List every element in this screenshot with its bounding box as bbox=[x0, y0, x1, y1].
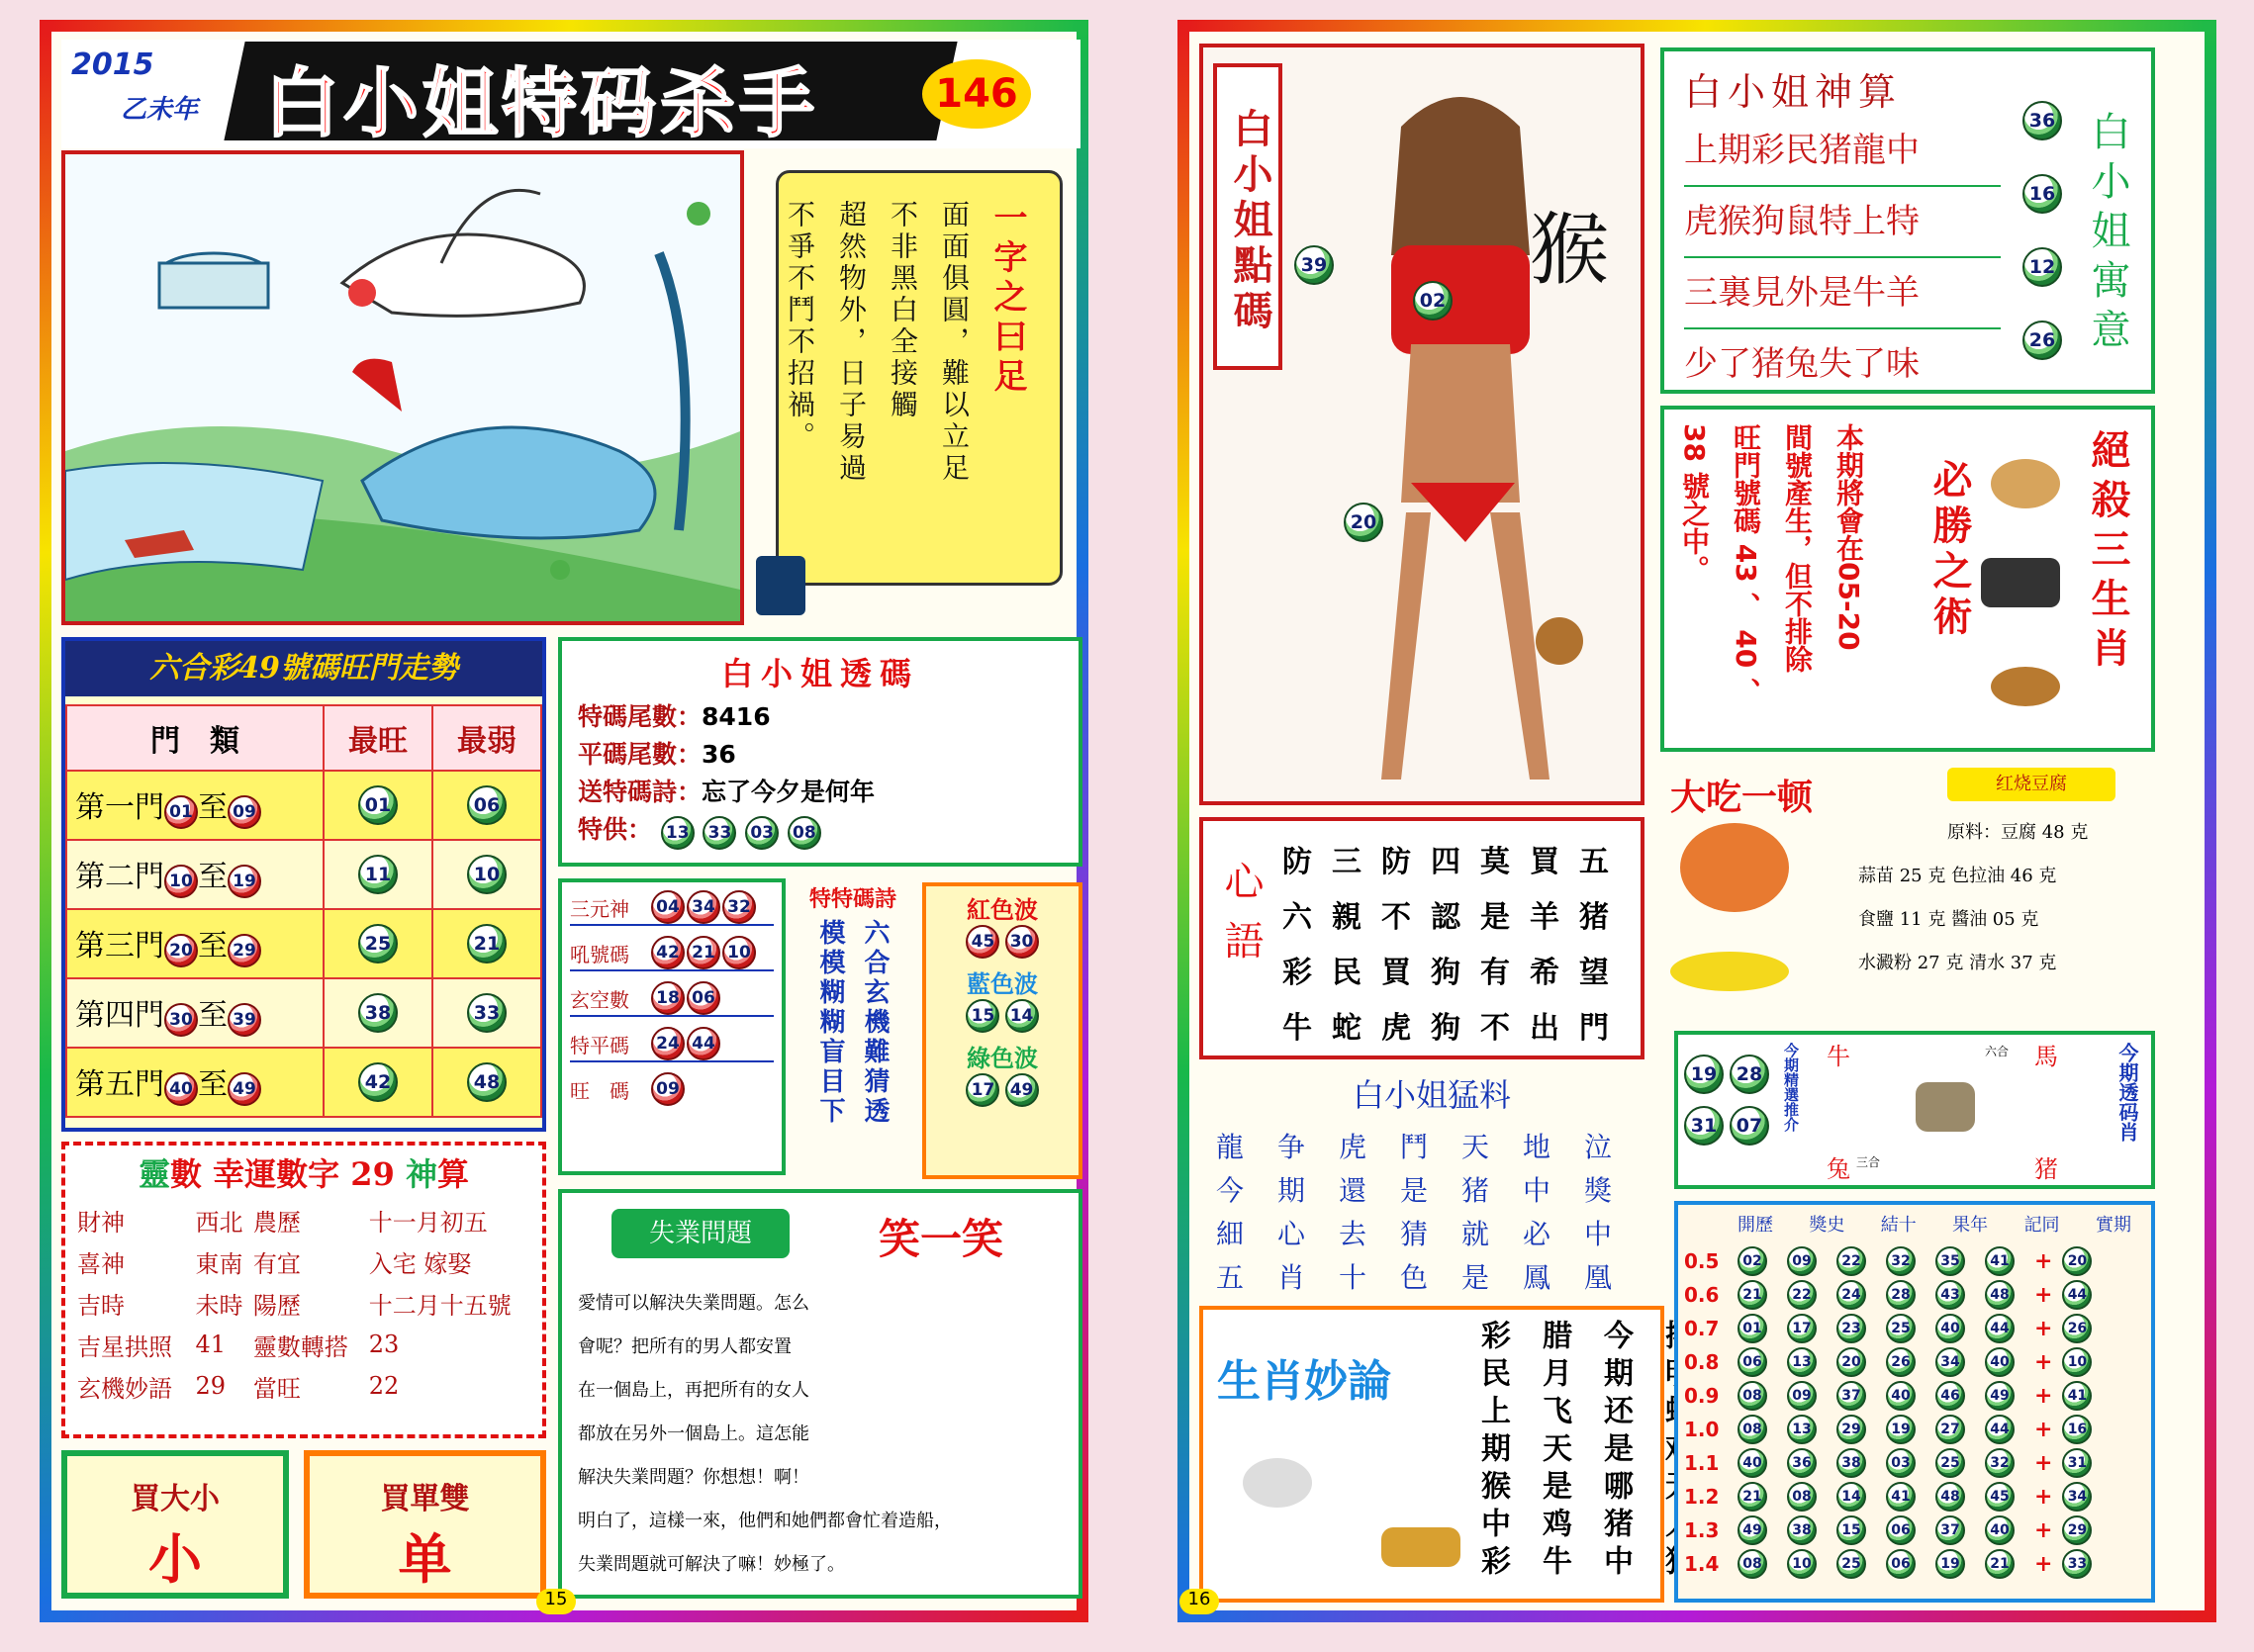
illustration bbox=[61, 150, 744, 625]
table-row bbox=[66, 978, 541, 1048]
left-page bbox=[40, 20, 1088, 1622]
gate-hot: 38 bbox=[358, 993, 398, 1033]
table-row bbox=[1684, 1446, 2145, 1480]
gate-to: 09 bbox=[228, 795, 261, 829]
left-header bbox=[61, 40, 1080, 148]
landscape-illustration bbox=[65, 154, 740, 621]
record-box bbox=[1674, 1201, 2155, 1603]
ball: 09 bbox=[1787, 1381, 1817, 1411]
plus-sign: + bbox=[2034, 1484, 2053, 1510]
touma-side: 今期透码肖 bbox=[2115, 1043, 2139, 1142]
ball: 21 bbox=[1737, 1482, 1767, 1512]
ball: 38 bbox=[1836, 1448, 1866, 1478]
ox-icon bbox=[1981, 558, 2060, 607]
gate-label: 第一門 bbox=[75, 789, 164, 825]
bi-sheng-box bbox=[1660, 406, 2155, 752]
miao-lun-title: 生肖妙論 bbox=[1217, 1356, 1391, 1407]
model-photo bbox=[1282, 47, 1639, 801]
record-key: 0.8 bbox=[1684, 1350, 1720, 1374]
tou-title: 白小姐透碼 bbox=[720, 655, 919, 692]
list-item: 三元神 04 34 32 bbox=[570, 890, 774, 926]
bi-sheng-title: 必勝之術 bbox=[1926, 459, 1973, 641]
ball: 49 bbox=[1737, 1515, 1767, 1545]
page-title: 白小姐特码杀手 bbox=[264, 59, 818, 147]
ball: 24 bbox=[1836, 1280, 1866, 1310]
poem-box bbox=[792, 882, 914, 1179]
miao-lun-col: 彩民上期猴中彩 bbox=[1475, 1320, 1510, 1583]
proverb-line: 不非黑白全接觸 bbox=[887, 200, 919, 421]
ball: 26 bbox=[1886, 1347, 1916, 1377]
tail-normal: 平碼尾數：36 bbox=[578, 740, 736, 769]
proverb-line: 超然物外，日子易過 bbox=[835, 200, 868, 485]
ball: 41 bbox=[1985, 1246, 2015, 1276]
gate-from: 30 bbox=[164, 1003, 198, 1037]
ball: 26 bbox=[2022, 321, 2062, 360]
zodiac-pig: 猪 bbox=[2034, 1155, 2058, 1183]
gate-from: 10 bbox=[164, 865, 198, 898]
food-icon bbox=[1680, 823, 1789, 912]
plus-sign: + bbox=[2034, 1316, 2053, 1341]
special-ball: 16 bbox=[2062, 1415, 2092, 1444]
poem-col: 模模糊糊盲目下 bbox=[815, 919, 845, 1127]
plus-sign: + bbox=[2034, 1417, 2053, 1442]
table-row bbox=[66, 909, 541, 978]
meng-liao-title: 白小姐猛料 bbox=[1352, 1076, 1511, 1114]
ball: 37 bbox=[1935, 1515, 1965, 1545]
ball: 14 bbox=[1836, 1482, 1866, 1512]
ball: 08 bbox=[1737, 1381, 1767, 1411]
ball: 36 bbox=[2022, 101, 2062, 140]
rat-icon bbox=[1991, 667, 2060, 706]
ball: 32 bbox=[1985, 1448, 2015, 1478]
ball: 36 bbox=[1787, 1448, 1817, 1478]
special-ball: 29 bbox=[2062, 1515, 2092, 1545]
ball: 17 bbox=[1787, 1314, 1817, 1343]
special-ball: 10 bbox=[2062, 1347, 2092, 1377]
ball: 17 bbox=[966, 1073, 999, 1107]
ball: 25 bbox=[1836, 1549, 1866, 1579]
shen-suan-box bbox=[1660, 47, 2155, 394]
bi-sheng-side: 絕殺三生肖 bbox=[2085, 429, 2131, 677]
ball: 22 bbox=[1836, 1246, 1866, 1276]
plus-sign: + bbox=[2034, 1349, 2053, 1375]
plus-sign: + bbox=[2034, 1248, 2053, 1274]
special-supply: 特供： 13 33 03 08 bbox=[578, 811, 1063, 850]
odd-even-value: 单 bbox=[398, 1527, 452, 1591]
animal-word: 猴 bbox=[1530, 204, 1609, 296]
dian-ma-title: 白小姐點碼 bbox=[1213, 63, 1282, 370]
record-key: 0.7 bbox=[1684, 1317, 1720, 1340]
proverb-body bbox=[784, 200, 974, 485]
lucky-table bbox=[65, 1199, 542, 1407]
record-key: 1.3 bbox=[1684, 1518, 1720, 1542]
ball: 23 bbox=[1836, 1314, 1866, 1343]
proverb-line: 面面俱圓，難以立足 bbox=[938, 200, 971, 485]
liuhe: 六合 bbox=[1985, 1045, 2010, 1058]
table-row bbox=[1684, 1480, 2145, 1514]
ball: 13 bbox=[661, 816, 695, 850]
snake-icon bbox=[1991, 459, 2060, 508]
gate-hot: 01 bbox=[358, 785, 398, 825]
gate-label: 第五門 bbox=[75, 1066, 164, 1102]
special-poem: 送特碼詩：忘了今夕是何年 bbox=[578, 778, 876, 806]
odd-even-label: 買單雙 bbox=[380, 1482, 470, 1516]
table-row bbox=[1684, 1345, 2145, 1379]
story-text: 愛情可以解決失業問題。怎么 會呢？把所有的男人都安置 在一個島上，再把所有的女人 都放在另外一個島上。這怎能 解決失業問題？你想想！啊！ 明白了，這樣一來，他們和她們都會忙着造船， 失業問題就可解決了嘛！妙極了。 bbox=[578, 1293, 952, 1575]
gate-hot: 42 bbox=[358, 1062, 398, 1102]
ball: 21 bbox=[1737, 1280, 1767, 1310]
ball: 49 bbox=[1005, 1073, 1039, 1107]
lucky-box bbox=[61, 1142, 546, 1438]
da-chi-lines: 原料：豆腐 48 克 蒜苗 25 克 色拉油 46 克 食鹽 11 克 醬油 05 克 水澱粉 27 克 清水 37 克 bbox=[1858, 822, 2089, 973]
record-key: 0.6 bbox=[1684, 1283, 1720, 1307]
ball: 45 bbox=[1985, 1482, 2015, 1512]
head-cold: 最弱 bbox=[432, 705, 541, 771]
list-item: 吼號碼 42 21 10 bbox=[570, 936, 774, 971]
ball: 29 bbox=[1836, 1415, 1866, 1444]
right-page bbox=[1177, 20, 2216, 1622]
sanhe: 三合 bbox=[1856, 1155, 1881, 1169]
ball: 08 bbox=[788, 816, 821, 850]
to-word: 至 bbox=[198, 859, 228, 894]
ball: 45 bbox=[966, 925, 999, 959]
big-small-value: 小 bbox=[148, 1527, 202, 1591]
table-row: 財神 西北 農歷 十一月初五 bbox=[77, 1208, 488, 1237]
tiger-icon bbox=[1381, 1527, 1460, 1567]
story-tag: 失業問題 bbox=[611, 1209, 790, 1258]
record-key: 1.4 bbox=[1684, 1552, 1720, 1576]
ball: 01 bbox=[1737, 1314, 1767, 1343]
ball: 03 bbox=[745, 816, 779, 850]
poem-title: 特特碼詩 bbox=[808, 886, 896, 912]
plus-sign: + bbox=[2034, 1383, 2053, 1409]
green-wave-label: 綠色波 bbox=[967, 1044, 1038, 1072]
gate-cold: 33 bbox=[467, 993, 507, 1033]
to-word: 至 bbox=[198, 1066, 228, 1102]
ball: 19 bbox=[1886, 1415, 1916, 1444]
record-rows bbox=[1678, 1237, 2151, 1589]
record-key: 0.9 bbox=[1684, 1384, 1720, 1408]
proverb-scroll bbox=[756, 150, 1082, 625]
table-row bbox=[1684, 1379, 2145, 1413]
ball: 44 bbox=[1985, 1314, 2015, 1343]
issue-badge: 146 bbox=[922, 59, 1031, 129]
ball: 33 bbox=[703, 816, 736, 850]
ball: 13 bbox=[1787, 1347, 1817, 1377]
gate-cold: 48 bbox=[467, 1062, 507, 1102]
ball: 19 bbox=[1935, 1549, 1965, 1579]
sheep-icon bbox=[1916, 1082, 1975, 1132]
ball: 41 bbox=[1886, 1482, 1916, 1512]
special-ball: 34 bbox=[2062, 1482, 2092, 1512]
ball: 12 bbox=[2022, 247, 2062, 287]
head-hot: 最旺 bbox=[324, 705, 432, 771]
proverb-line: 不爭不鬥不招禍。 bbox=[784, 200, 816, 453]
gate-label: 第三門 bbox=[75, 928, 164, 964]
special-ball: 31 bbox=[2062, 1448, 2092, 1478]
ball: 38 bbox=[1787, 1515, 1817, 1545]
ball: 13 bbox=[1787, 1415, 1817, 1444]
ball: 06 bbox=[1886, 1515, 1916, 1545]
gate-cold: 06 bbox=[467, 785, 507, 825]
special-ball: 33 bbox=[2062, 1549, 2092, 1579]
record-key: 0.5 bbox=[1684, 1249, 1720, 1273]
ball: 48 bbox=[1935, 1482, 1965, 1512]
page-number: 15 bbox=[536, 1589, 576, 1614]
photo-ball: 02 bbox=[1413, 281, 1453, 321]
list-item: 玄空數 18 06 bbox=[570, 981, 774, 1017]
ball: 21 bbox=[1985, 1549, 2015, 1579]
ball: 40 bbox=[1935, 1314, 1965, 1343]
ball: 15 bbox=[966, 999, 999, 1033]
ball: 25 bbox=[1935, 1448, 1965, 1478]
dish-name: 红烧豆腐 bbox=[1947, 768, 2115, 801]
record-key: 1.0 bbox=[1684, 1418, 1720, 1441]
table-row bbox=[1684, 1278, 2145, 1312]
bi-sheng-line: 旺門號碼 43 、 40 、 bbox=[1730, 423, 1762, 705]
table-row bbox=[1684, 1547, 2145, 1581]
ball: 10 bbox=[1787, 1549, 1817, 1579]
zodiac-rabbit: 兔 bbox=[1827, 1155, 1850, 1183]
ball: 44 bbox=[1985, 1415, 2015, 1444]
table-row bbox=[66, 771, 541, 840]
da-chi-title: 大吃一顿 bbox=[1670, 777, 1814, 818]
ball: 16 bbox=[2022, 174, 2062, 214]
zodiac-horse: 馬 bbox=[2034, 1043, 2058, 1070]
gate-to: 19 bbox=[228, 865, 261, 898]
table-row: 吉時 未時 陽歷 十二月十五號 bbox=[77, 1291, 512, 1320]
proverb-title: 一字之曰足 bbox=[987, 200, 1027, 398]
odd-even-box bbox=[304, 1450, 546, 1599]
ball: 37 bbox=[1836, 1381, 1866, 1411]
miao-lun-col: 今期还是哪猪中 bbox=[1598, 1320, 1633, 1583]
ball: 08 bbox=[1737, 1415, 1767, 1444]
zodiac-ox: 牛 bbox=[1827, 1043, 1850, 1070]
shen-suan-title: 白小姐神算 bbox=[1684, 70, 1903, 114]
gate-label: 第四門 bbox=[75, 997, 164, 1033]
ball: 48 bbox=[1985, 1280, 2015, 1310]
special-ball: 41 bbox=[2062, 1381, 2092, 1411]
big-small-label: 買大小 bbox=[131, 1482, 220, 1516]
table-row: 喜神 東南 有宜 入宅 嫁娶 bbox=[77, 1249, 472, 1278]
special-ball: 20 bbox=[2062, 1246, 2092, 1276]
lunar-year: 乙未年 bbox=[121, 95, 199, 125]
xin-yu-label: 心語 bbox=[1218, 861, 1264, 979]
story-tag2: 笑一笑 bbox=[879, 1215, 1004, 1263]
gate-from: 20 bbox=[164, 934, 198, 967]
table-row bbox=[1684, 1413, 2145, 1446]
bi-sheng-line: 間號產生，但不排除 bbox=[1781, 423, 1814, 673]
gate-hot: 25 bbox=[358, 924, 398, 964]
plate-icon bbox=[1670, 952, 1789, 991]
xin-yu-box bbox=[1199, 817, 1644, 1059]
red-wave-label: 紅色波 bbox=[967, 895, 1038, 924]
touma-mid: 今期精選推介 bbox=[1782, 1043, 1800, 1132]
ball: 32 bbox=[1886, 1246, 1916, 1276]
photo-box bbox=[1199, 44, 1644, 805]
record-key: 1.2 bbox=[1684, 1485, 1720, 1509]
ball: 46 bbox=[1935, 1381, 1965, 1411]
ball: 15 bbox=[1836, 1515, 1866, 1545]
ball: 40 bbox=[1985, 1515, 2015, 1545]
gate-to: 39 bbox=[228, 1003, 261, 1037]
gate-hot: 11 bbox=[358, 855, 398, 894]
list-item: 旺 碼 09 bbox=[570, 1072, 774, 1106]
poem-col: 六合玄機難猜透 bbox=[860, 919, 890, 1127]
page-number: 16 bbox=[1179, 1589, 1219, 1614]
gate-cold: 10 bbox=[467, 855, 507, 894]
ball: 03 bbox=[1886, 1448, 1916, 1478]
plus-sign: + bbox=[2034, 1517, 2053, 1543]
meng-liao-box bbox=[1199, 1070, 1664, 1298]
record-key: 1.1 bbox=[1684, 1451, 1720, 1475]
special-ball: 44 bbox=[2062, 1280, 2092, 1310]
gate-to: 29 bbox=[228, 934, 261, 967]
table-row: 吉星拱照 41 靈數轉搭 23 bbox=[77, 1331, 400, 1361]
ball: 35 bbox=[1935, 1246, 1965, 1276]
ball: 43 bbox=[1935, 1280, 1965, 1310]
tail-special: 特碼尾數：8416 bbox=[578, 702, 771, 731]
ball: 49 bbox=[1985, 1381, 2015, 1411]
ball: 06 bbox=[1886, 1549, 1916, 1579]
gates-table-box bbox=[61, 637, 546, 1132]
ball: 28 bbox=[1886, 1280, 1916, 1310]
table-row bbox=[1684, 1312, 2145, 1345]
gate-to: 49 bbox=[228, 1072, 261, 1106]
table-row bbox=[1684, 1244, 2145, 1278]
miao-lun-box bbox=[1199, 1306, 1664, 1603]
shen-suan-lines: 上期彩民猪龍中 虎猴狗鼠特上特 三裏見外是牛羊 少了猪兔失了味 bbox=[1684, 116, 2001, 399]
meng-liao-grid: 龍 争 虎 鬥 天 地 泣 今 期 還 是 猪 中 獎 細 心 去 猜 就 必 中 五 肖 十 色 是 鳳 凰 bbox=[1215, 1131, 1612, 1294]
photo-ball: 20 bbox=[1344, 503, 1383, 542]
table-row: 玄機妙語 29 當旺 22 bbox=[77, 1372, 400, 1403]
ball: 19 bbox=[1684, 1055, 1724, 1094]
ball: 02 bbox=[1737, 1246, 1767, 1276]
ball: 27 bbox=[1935, 1415, 1965, 1444]
gate-from: 01 bbox=[164, 795, 198, 829]
ball: 20 bbox=[1836, 1347, 1866, 1377]
ball: 08 bbox=[1737, 1549, 1767, 1579]
miao-lun-col: 腊月飞天是鸡牛 bbox=[1537, 1320, 1571, 1583]
ball: 34 bbox=[1935, 1347, 1965, 1377]
ink-bottle-icon bbox=[756, 556, 805, 615]
bi-sheng-line: 38 號之中。 bbox=[1678, 423, 1711, 583]
ball: 14 bbox=[1005, 999, 1039, 1033]
san-yuan-box bbox=[558, 878, 786, 1175]
ball: 22 bbox=[1787, 1280, 1817, 1310]
list-item: 特平碼 24 44 bbox=[570, 1027, 774, 1062]
waves-box bbox=[922, 882, 1082, 1179]
ball: 28 bbox=[1730, 1055, 1769, 1094]
special-ball: 26 bbox=[2062, 1314, 2092, 1343]
ball: 08 bbox=[1787, 1482, 1817, 1512]
tou-ma-xiao-box bbox=[1674, 1031, 2155, 1189]
table-row bbox=[66, 1048, 541, 1117]
shen-suan-side: 白小姐寓意 bbox=[2085, 111, 2130, 358]
photo-ball: 39 bbox=[1294, 245, 1334, 285]
ball: 07 bbox=[1730, 1106, 1769, 1146]
story-box bbox=[558, 1189, 1082, 1599]
ball: 09 bbox=[1787, 1246, 1817, 1276]
bi-sheng-line: 本期將會在05-20 bbox=[1832, 423, 1865, 651]
plus-sign: + bbox=[2034, 1282, 2053, 1308]
to-word: 至 bbox=[198, 789, 228, 825]
ball: 30 bbox=[1005, 925, 1039, 959]
plus-sign: + bbox=[2034, 1551, 2053, 1577]
plus-sign: + bbox=[2034, 1450, 2053, 1476]
gate-cold: 21 bbox=[467, 924, 507, 964]
table-row bbox=[66, 840, 541, 909]
to-word: 至 bbox=[198, 928, 228, 964]
ball: 40 bbox=[1737, 1448, 1767, 1478]
blue-wave-label: 藍色波 bbox=[967, 969, 1038, 998]
tou-ma-box bbox=[558, 637, 1082, 867]
year: 2015 bbox=[71, 47, 154, 82]
gate-label: 第二門 bbox=[75, 859, 164, 894]
rabbit-icon bbox=[1243, 1458, 1312, 1508]
head-type: 門 類 bbox=[66, 705, 324, 771]
ball: 25 bbox=[1886, 1314, 1916, 1343]
xin-yu-grid: 防 三 防 四 莫 買 五 六 親 不 認 是 羊 猪 彩 民 買 狗 有 希 望 牛 蛇 虎 狗 不 出 門 bbox=[1282, 845, 1609, 1046]
lucky-title: 靈數 幸運數字 29 神算 bbox=[138, 1155, 470, 1193]
ball: 40 bbox=[1886, 1381, 1916, 1411]
to-word: 至 bbox=[198, 997, 228, 1033]
record-headers: 開歷 獎史 結十 果年 記同 實期 bbox=[1737, 1215, 2131, 1236]
ball: 31 bbox=[1684, 1106, 1724, 1146]
big-small-box bbox=[61, 1450, 289, 1599]
table-row bbox=[1684, 1514, 2145, 1547]
gate-from: 40 bbox=[164, 1072, 198, 1106]
ball: 06 bbox=[1737, 1347, 1767, 1377]
gates-title: 六合彩49號碼旺門走勢 bbox=[65, 641, 542, 696]
gates-table bbox=[65, 704, 542, 1118]
ball: 40 bbox=[1985, 1347, 2015, 1377]
da-chi-box bbox=[1660, 764, 2155, 1031]
